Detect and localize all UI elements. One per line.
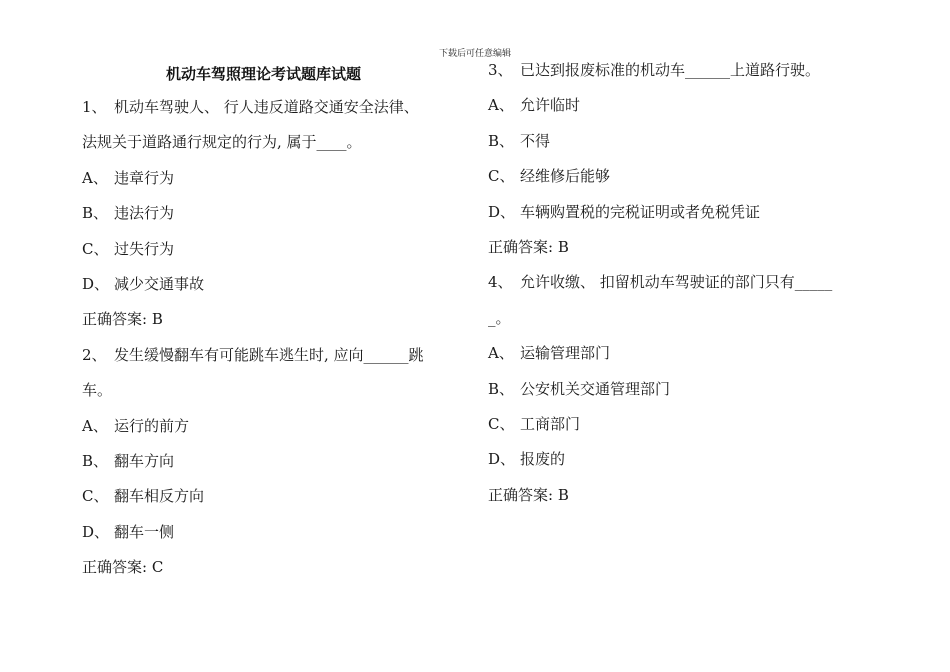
option-label: B、 <box>82 204 109 223</box>
option-label: B、 <box>488 131 515 150</box>
option-text: 减少交通事故 <box>114 274 205 293</box>
right-column <box>488 53 878 513</box>
option-label: A、 <box>488 344 514 363</box>
question-1-option-b <box>82 196 467 231</box>
option-text: 不得 <box>520 131 551 150</box>
question-3-number: 3、 <box>488 61 513 79</box>
option-text: 翻车一侧 <box>114 522 175 541</box>
question-1-option-c <box>82 232 467 267</box>
question-2-answer: 正确答案: C <box>82 558 164 577</box>
question-2-option-c <box>82 479 467 514</box>
option-text: 报废的 <box>520 450 566 469</box>
option-text: 经维修后能够 <box>520 167 611 186</box>
question-1-line-2: 法规关于道路通行规定的行为, 属于____。 <box>82 133 362 152</box>
option-label: B、 <box>488 379 515 398</box>
option-text: 违章行为 <box>114 168 175 187</box>
option-label: A、 <box>488 96 514 115</box>
option-text: 允许临时 <box>520 96 581 115</box>
question-3-option-d <box>488 195 878 230</box>
question-1-text-1: 机动车驾驶人、 行人违反道路交通安全法律、 <box>114 98 419 116</box>
option-text: 过失行为 <box>114 239 175 258</box>
option-text: 运行的前方 <box>114 416 190 435</box>
question-4-text-1: 允许收缴、 扣留机动车驾驶证的部门只有_____ <box>520 273 833 292</box>
question-3-line-1 <box>488 53 878 88</box>
option-text: 车辆购置税的完税证明或者免税凭证 <box>520 202 761 221</box>
question-1-number: 1、 <box>82 98 107 116</box>
option-text: 违法行为 <box>114 204 175 223</box>
option-label: C、 <box>82 239 109 258</box>
question-2-line-1 <box>82 338 467 373</box>
option-label: C、 <box>488 167 515 186</box>
question-4-line-1 <box>488 265 878 300</box>
question-2-option-b <box>82 444 467 479</box>
left-column <box>82 60 467 585</box>
question-4-line-2: _。 <box>488 308 511 327</box>
question-2-option-d <box>82 515 467 550</box>
option-text: 工商部门 <box>520 414 581 433</box>
question-3-option-c <box>488 159 878 194</box>
option-text: 翻车方向 <box>114 451 175 470</box>
question-3-option-a <box>488 88 878 123</box>
option-label: D、 <box>488 450 516 469</box>
option-label: B、 <box>82 451 109 470</box>
question-1-option-d <box>82 267 467 302</box>
question-4-option-d <box>488 442 878 477</box>
option-label: D、 <box>488 202 516 221</box>
question-4-option-a <box>488 336 878 371</box>
question-1-line-1 <box>82 90 467 125</box>
option-text: 翻车相反方向 <box>114 487 205 506</box>
question-4-option-c <box>488 407 878 442</box>
header-note: 下载后可任意编辑 <box>438 49 511 59</box>
question-2-text-1: 发生缓慢翻车有可能跳车逃生时, 应向______跳 <box>114 345 424 364</box>
question-4-answer: 正确答案: B <box>488 485 569 504</box>
option-label: A、 <box>82 416 108 435</box>
question-4-option-b <box>488 372 878 407</box>
option-label: C、 <box>82 487 109 506</box>
document-title: 机动车驾照理论考试题库试题 <box>166 65 362 83</box>
option-text: 运输管理部门 <box>520 344 611 363</box>
question-3-option-b <box>488 124 878 159</box>
option-label: D、 <box>82 522 110 541</box>
question-2-number: 2、 <box>82 345 107 364</box>
question-3-answer: 正确答案: B <box>488 237 569 256</box>
question-4-number: 4、 <box>488 273 513 292</box>
option-label: D、 <box>82 274 110 293</box>
option-label: A、 <box>82 168 108 187</box>
question-1-answer: 正确答案: B <box>82 310 163 329</box>
question-2-option-a <box>82 409 467 444</box>
option-label: C、 <box>488 414 515 433</box>
option-text: 公安机关交通管理部门 <box>520 379 671 398</box>
question-1-option-a <box>82 161 467 196</box>
question-3-text-1: 已达到报废标准的机动车______上道路行驶。 <box>520 61 821 79</box>
question-2-line-2: 车。 <box>82 381 113 400</box>
